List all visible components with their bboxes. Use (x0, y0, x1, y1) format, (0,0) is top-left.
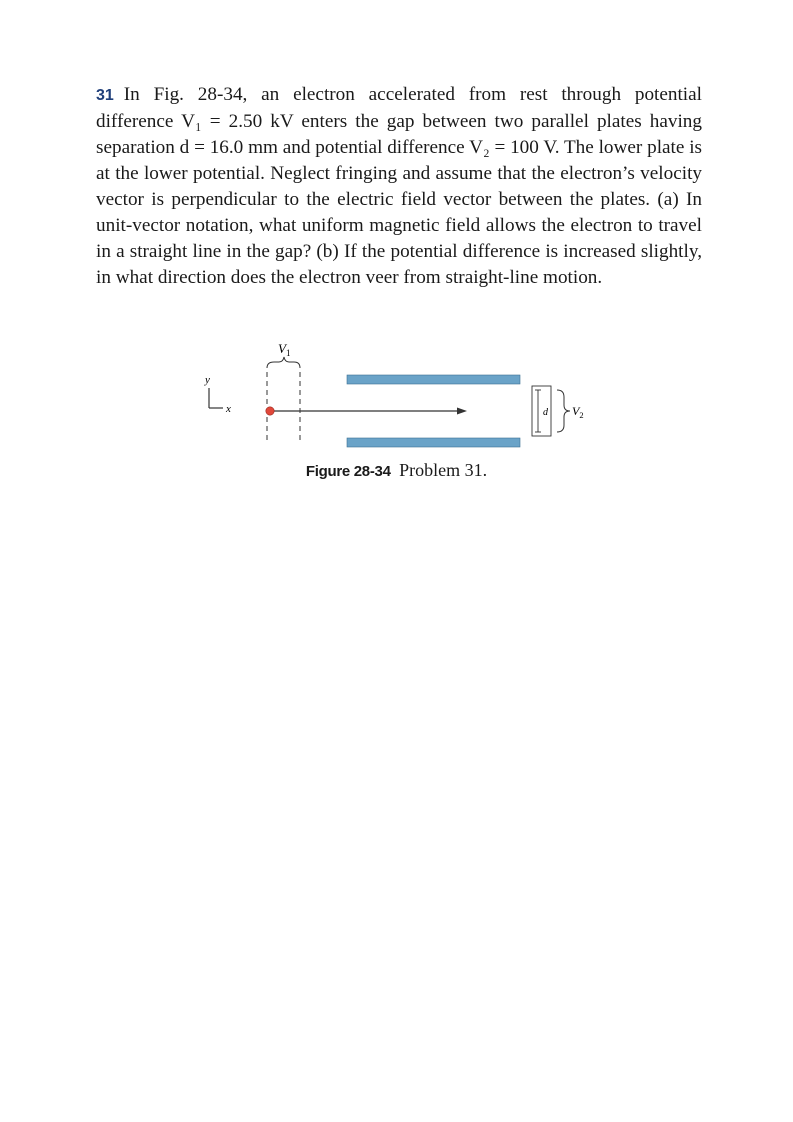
lower-plate (347, 438, 520, 447)
v1-group (267, 341, 300, 443)
figure-28-34 (195, 338, 615, 458)
axis-x-label: x (226, 403, 231, 415)
axis-y-label: y (205, 374, 210, 386)
electron (266, 407, 274, 415)
separation-indicator (532, 386, 551, 436)
v1-label: $V_1$ (278, 341, 291, 358)
figure-caption (0, 460, 793, 481)
v2-brace (557, 390, 570, 432)
problem-number: 31 (96, 87, 114, 104)
v2-label: $V_2$ (572, 404, 584, 420)
velocity-arrowhead (457, 408, 467, 415)
upper-plate (347, 375, 520, 384)
caption-text: Problem 31. (399, 460, 488, 480)
caption-label: Figure 28-34 (305, 463, 391, 480)
axes (204, 374, 231, 415)
problem-31 (96, 82, 702, 291)
problem-text: In Fig. 28-34, an electron accelerated from rest through potential difference V₁ = 2.50 kV enters the gap between two parallel plates having separation d = 16.0 mm and potential difference V₂ = 100 V. The lower plate is at the lower potential. Neglect fringing and assume that the electron’s velocity vector is perpendicular to the electric field vector between the plates. (a) In unit-vector notation, what uniform magnetic field allows the electron to travel in a straight line in the gap? (b) If the potential difference is increased slightly, in what direction does the electron veer from straight-line motion. (96, 84, 702, 288)
v2-group (557, 390, 584, 432)
separation-box (532, 386, 551, 436)
v1-brace (267, 357, 300, 368)
figure-diagram (195, 338, 615, 458)
d-label: d (543, 407, 548, 418)
